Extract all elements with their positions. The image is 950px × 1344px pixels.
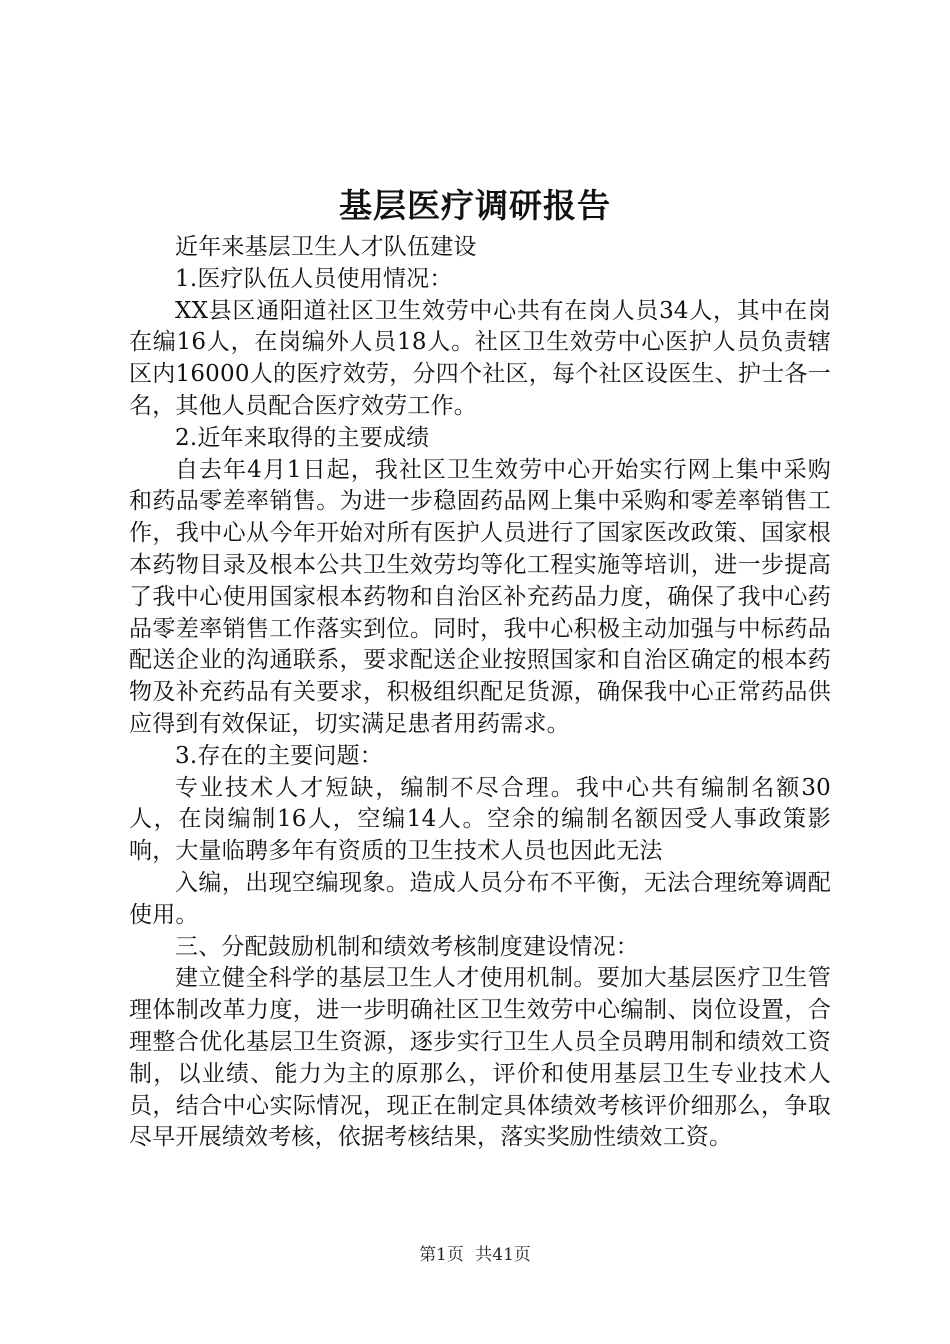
paragraph-problems-details: 专业技术人才短缺，编制不尽合理。我中心共有编制名额30人，在岗编制16人，空编14人。空余的编制名额因受人事政策影响，大量临聘多年有资质的卫生技术人员也因此无法 bbox=[129, 774, 831, 865]
paragraph-staffing-details: XX县区通阳道社区卫生效劳中心共有在岗人员34人，其中在岗在编16人，在岗编外人员18人。社区卫生效劳中心医护人员负责辖区内16000人的医疗效劳，分四个社区，每个社区设医生、护士各一名，其他人员配合医疗效劳工作。 bbox=[129, 297, 831, 419]
paragraph-staffing-heading: 1.医疗队伍人员使用情况： bbox=[175, 265, 453, 292]
paragraph-incentive-details: 建立健全科学的基层卫生人才使用机制。要加大基层医疗卫生管理体制改革力度，进一步明确社区卫生效劳中心编制、岗位设置，合理整合优化基层卫生资源，逐步实行卫生人员全员聘用制和绩效工资制，以业绩、能力为主的原那么，评价和使用基层卫生专业技术人员，结合中心实际情况，现正在制定具体绩效考核评价细那么，争取尽早开展绩效考核，依据考核结果，落实奖励性绩效工资。 bbox=[129, 965, 831, 1151]
paragraph-incentive-heading: 三、分配鼓励机制和绩效考核制度建设情况： bbox=[175, 933, 639, 960]
page-number: 第1页 bbox=[419, 1245, 464, 1265]
paragraph-achievements-details: 自去年4月1日起，我社区卫生效劳中心开始实行网上集中采购和药品零差率销售。为进一步稳固药品网上集中采购和零差率销售工作，我中心从今年开始对所有医护人员进行了国家医改政策、国家根本药物目录及根本公共卫生效劳均等化工程实施等培训，进一步提高了我中心使用国家根本药物和自治区补充药品力度，确保了我中心药品零差率销售工作落实到位。同时，我中心积极主动加强与中标药品配送企业的沟通联系，要求配送企业按照国家和自治区确定的根本药物及补充药品有关要求，积极组织配足货源，确保我中心正常药品供应得到有效保证，切实满足患者用药需求。 bbox=[129, 456, 831, 737]
paragraph-section-heading: 近年来基层卫生人才队伍建设 bbox=[175, 234, 477, 260]
paragraph-problems-continued: 入编，出现空编现象。造成人员分布不平衡，无法合理统筹调配使用。 bbox=[129, 869, 831, 928]
document-title: 基层医疗调研报告 bbox=[339, 186, 611, 225]
page-footer bbox=[0, 1243, 950, 1267]
paragraph-achievements-heading: 2.近年来取得的主要成绩 bbox=[175, 424, 430, 451]
paragraph-problems-heading: 3.存在的主要问题： bbox=[175, 742, 383, 769]
document-body bbox=[129, 232, 831, 1154]
page-total: 共41页 bbox=[475, 1245, 531, 1265]
